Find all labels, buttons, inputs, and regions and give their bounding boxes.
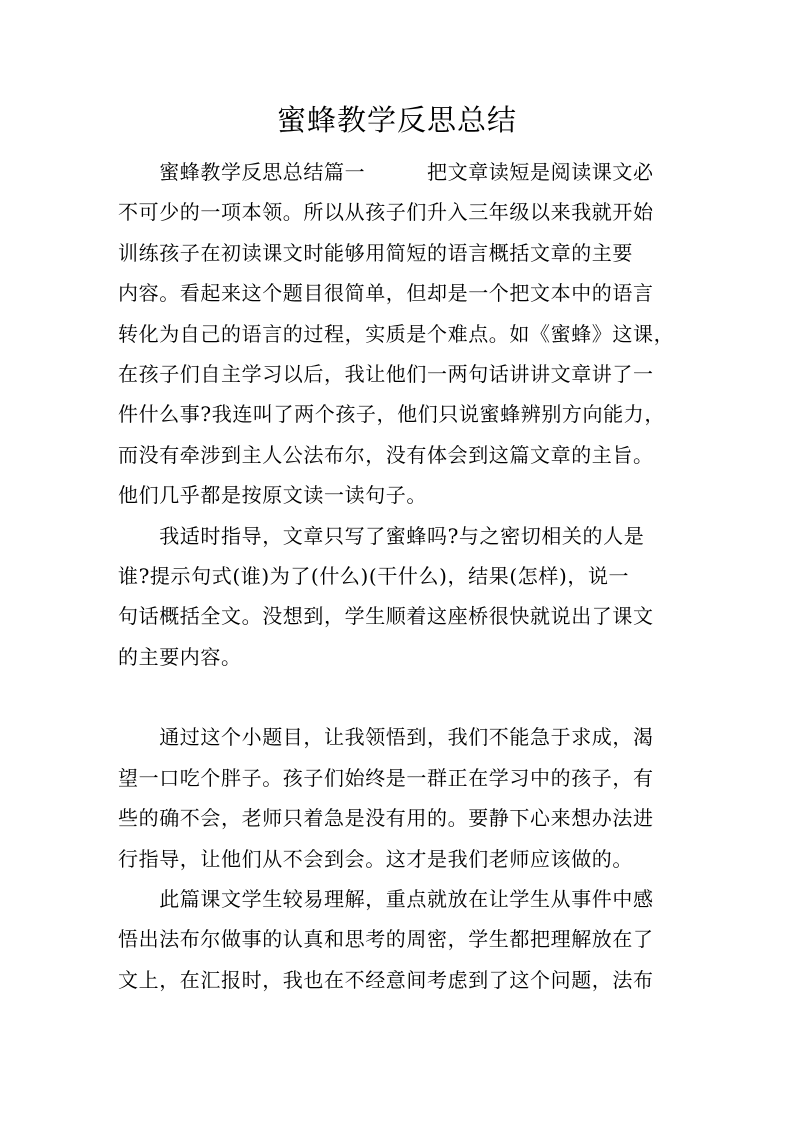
text-line: 内容。看起来这个题目很简单，但却是一个把文本中的语言 (118, 281, 654, 306)
text-line: 文上，在汇报时，我也在不经意间考虑到了这个问题，法布 (118, 967, 654, 992)
text-line: 而没有牵涉到主人公法布尔，没有体会到这篇文章的主旨。 (118, 442, 654, 467)
text-line: 的主要内容。 (118, 644, 242, 669)
text-line: 悟出法布尔做事的认真和思考的周密，学生都把理解放在了 (118, 927, 654, 952)
blank-line (118, 677, 678, 717)
text-line: 件什么事?我连叫了两个孩子，他们只说蜜蜂辨别方向能力， (118, 402, 665, 427)
text-line: 转化为自己的语言的过程，实质是个难点。如《蜜蜂》这课， (118, 321, 675, 346)
text-line: 不可少的一项本领。所以从孩子们升入三年级以来我就开始 (118, 200, 654, 225)
page-title: 蜜蜂教学反思总结 (276, 103, 517, 137)
text-line: 在孩子们自主学习以后，我让他们一两句话讲讲文章讲了一 (118, 361, 654, 386)
text-line: 蜜蜂教学反思总结篇一 把文章读短是阅读课文必 (118, 160, 654, 184)
text-line: 训练孩子在初读课文时能够用简短的语言概括文章的主要 (118, 240, 633, 265)
text-line: 句话概括全文。没想到，学生顺着这座桥很快就说出了课文 (118, 604, 654, 629)
text-line: 此篇课文学生较易理解，重点就放在让学生从事件中感 (118, 887, 654, 912)
text-line: 望一口吃个胖子。孩子们始终是一群正在学习中的孩子，有 (118, 765, 654, 790)
text-line: 我适时指导，文章只写了蜜蜂吗?与之密切相关的人是 (118, 523, 645, 548)
text-line: 些的确不会，老师只着急是没有用的。要静下心来想办法进 (118, 806, 654, 831)
text-line: 通过这个小题目，让我领悟到，我们不能急于求成，渴 (118, 725, 654, 750)
text-line: 行指导，让他们从不会到会。这才是我们老师应该做的。 (118, 846, 633, 871)
document-body (118, 152, 678, 1000)
text-line: 他们几乎都是按原文读一读句子。 (118, 483, 427, 508)
text-line: 谁?提示句式(谁)为了(什么)(干什么)，结果(怎样)，说一 (118, 563, 630, 588)
